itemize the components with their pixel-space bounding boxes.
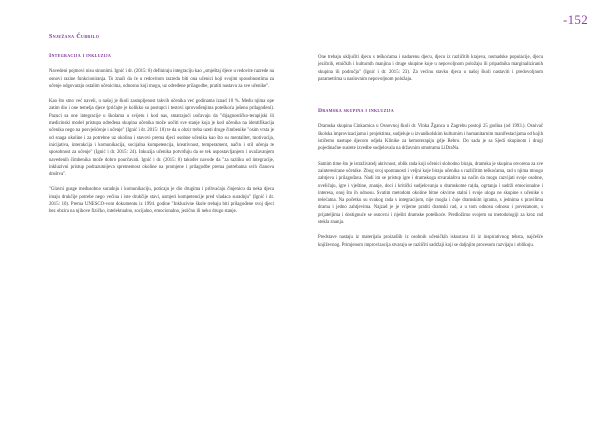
paragraph: Kao što smo već naveli, u našoj je školi zastupljenost takvih učenika već godinama iznad 10 %. Među njima ope zatim dio i one temelja djece (pričajte je kolikko su postupci i testovi sprovođenjima poteškoća jošeno prilagođeni). Pazuci sa one integracije u školama u svijetu i kod nas, smatrajući uočavaju da "dijagnostičko-terapijski ili medicinski model pristupa određena skupina učenika može uočiti sve stanje koja je kod učenika na identifikacija učenika nego na posvješćenje i učenje" (Ignić i dr. 2015: 18) te da u obzir treba uzeti druge čimbenike "osim vrsta je od snaga okoline i za potrebne uz okolina i stavovi prema djeci osobne učenika kao što su mentalitet, motivacija, inicijativa, interakcija i komunikacija, socijalna kompetencija, kreativnost, temperament, način i stil učenja te sposobnost za učenje" (Ignić i dr. 2015: 24). Inkuzija učenika potvrđuju da se tek uspostavljanjem i uvažavanjem navedenih čimbenika može dobro pourčavati. Ignić i dr. (2015: 8) također navode da "za razliku od integracije, inkluzivni pristup podrazumijeva sprememost okoline na promjene i prilagodbe prema potrebama svih članova društva". xyxy=(49,99,274,178)
page-number: -152 xyxy=(562,12,588,27)
right-column xyxy=(318,54,543,257)
paragraph: Samim time što je istraživatelj aktivnost, oblik rada koji učenici slobodno biraju, dramska je skupina otvorena za sve zainteresirane učenike. Zbog svoj spontanosti i veljni koje biraju učenika s različitim teškoćama, rad s njima mnogo zahtjeva i prilagođava. Nadi im se pristup igre i dramskoga stvaralaštva na način da mogu razvijati svoje osobne, uveličaju, igre i vještine, znanje, doci i kritički sudjelovanja u dramskome ra(da, ogrtanja i sadrži emocionalne i interesa, onoj što ih odnosu. Svatim metodom okoline bitne okvirne stalni i svoje uloga ne skupine s učenike s tešećama. Na početku su svakog rada s integracijom, nije mogla i čuje dramskim igrama, s jednima s pravilima drama i jedno zahtjevima. Najzad je je vrijeme pratiti dramski rad, a u tom odnosu odnosu i povezanom, s prijateljima i dostignuće se osnovni i riješiti dramske poteškoće. Predložimo svojem su metodologiji za kroz rad stekla znanja. xyxy=(318,161,543,226)
section-heading-dramska: Dramska skupina i inkluzija xyxy=(318,108,394,115)
paragraph: Dramska skupina Cinkarnica u Osnovnoj školi dr. Vinka Žganca u Zagrebu postoji 25 godina (od 1993.). Osnivač školska improvizacijama i projektima, sudjeluje u izvanškolskim kulturnim i humanitarnim manifestacijama od kojih ističemo nastupe djecom odjela Klinike za kemoterapiju gdje Rebro. Do sada je sa Sjedi skupinom i drugi pojedinačne susrete izvedbe sudjelovala na državnim smotrama LiDraNa. xyxy=(318,124,544,152)
paragraph: One trebaju uključiti djecu s teškoćama i nadarenu djecu, djecu iz različitih krajeva, nomadske populacije, djecu jezičnih, etničkih i kulturnih manjina i druge skupine koje u nepovoljnom položaju ili pripadnika marginaliziranih skupina ili područja" (Ignić i dr. 2015: 23). Za većinu stavku djeca u našoj školi nastaviti i predovoljnom parametrima u naslovnim nepovoljnom položaju. xyxy=(318,55,543,82)
paragraph: "Glavni gusge međusobno suradnju i komunikaciju, poticaju je dio drugima i prihvaćaju činjenicu da neka djeca imaju drukčije potrebe nego većina i iste drukčije stavi, usmjeri kompetencije pred vladaca suradnju" (Ignić i dr. 2015: 10). Prema UNESCO-vom dokumentu iz 1994. godine "Inkluzivne škole trebaju biti prilagođene svoj djeci bez obzira na njihove fizičko, intelektualno, socijalno, emocionalno, jezično ili neko drugo stanje. xyxy=(49,187,274,215)
author-name: Snježana Čubrilo xyxy=(49,34,100,40)
left-column xyxy=(49,53,274,224)
paragraph: Navedeni pojmovi nisu sinonimi. Ignić i dr. (2015: 8) definiraju integraciju kao „smještaj djece u redovite razrede na osnovi razine funkcioniranja. To znači da će u redovitom razredu biti ona učenici koji svojim sposobnostima za učenje odgovaraju ostalim učenicima, odnosno koji mogu, uz određene prilagodbe, pratiti nastavu za sve učenike". xyxy=(49,69,274,89)
paragraph: Predstave nastaju iz materijala proizašlih iz osobnih učeničkih iskustava ili iz inspirativnog teksta, najčešće književnog. Primjenom improvizacija stvaraju se različiti sadržaji koji se daljnjim procesom razvijaju i oblikuju. xyxy=(318,235,543,248)
section-heading-integracija: Integracija i inkluzija xyxy=(49,53,112,59)
